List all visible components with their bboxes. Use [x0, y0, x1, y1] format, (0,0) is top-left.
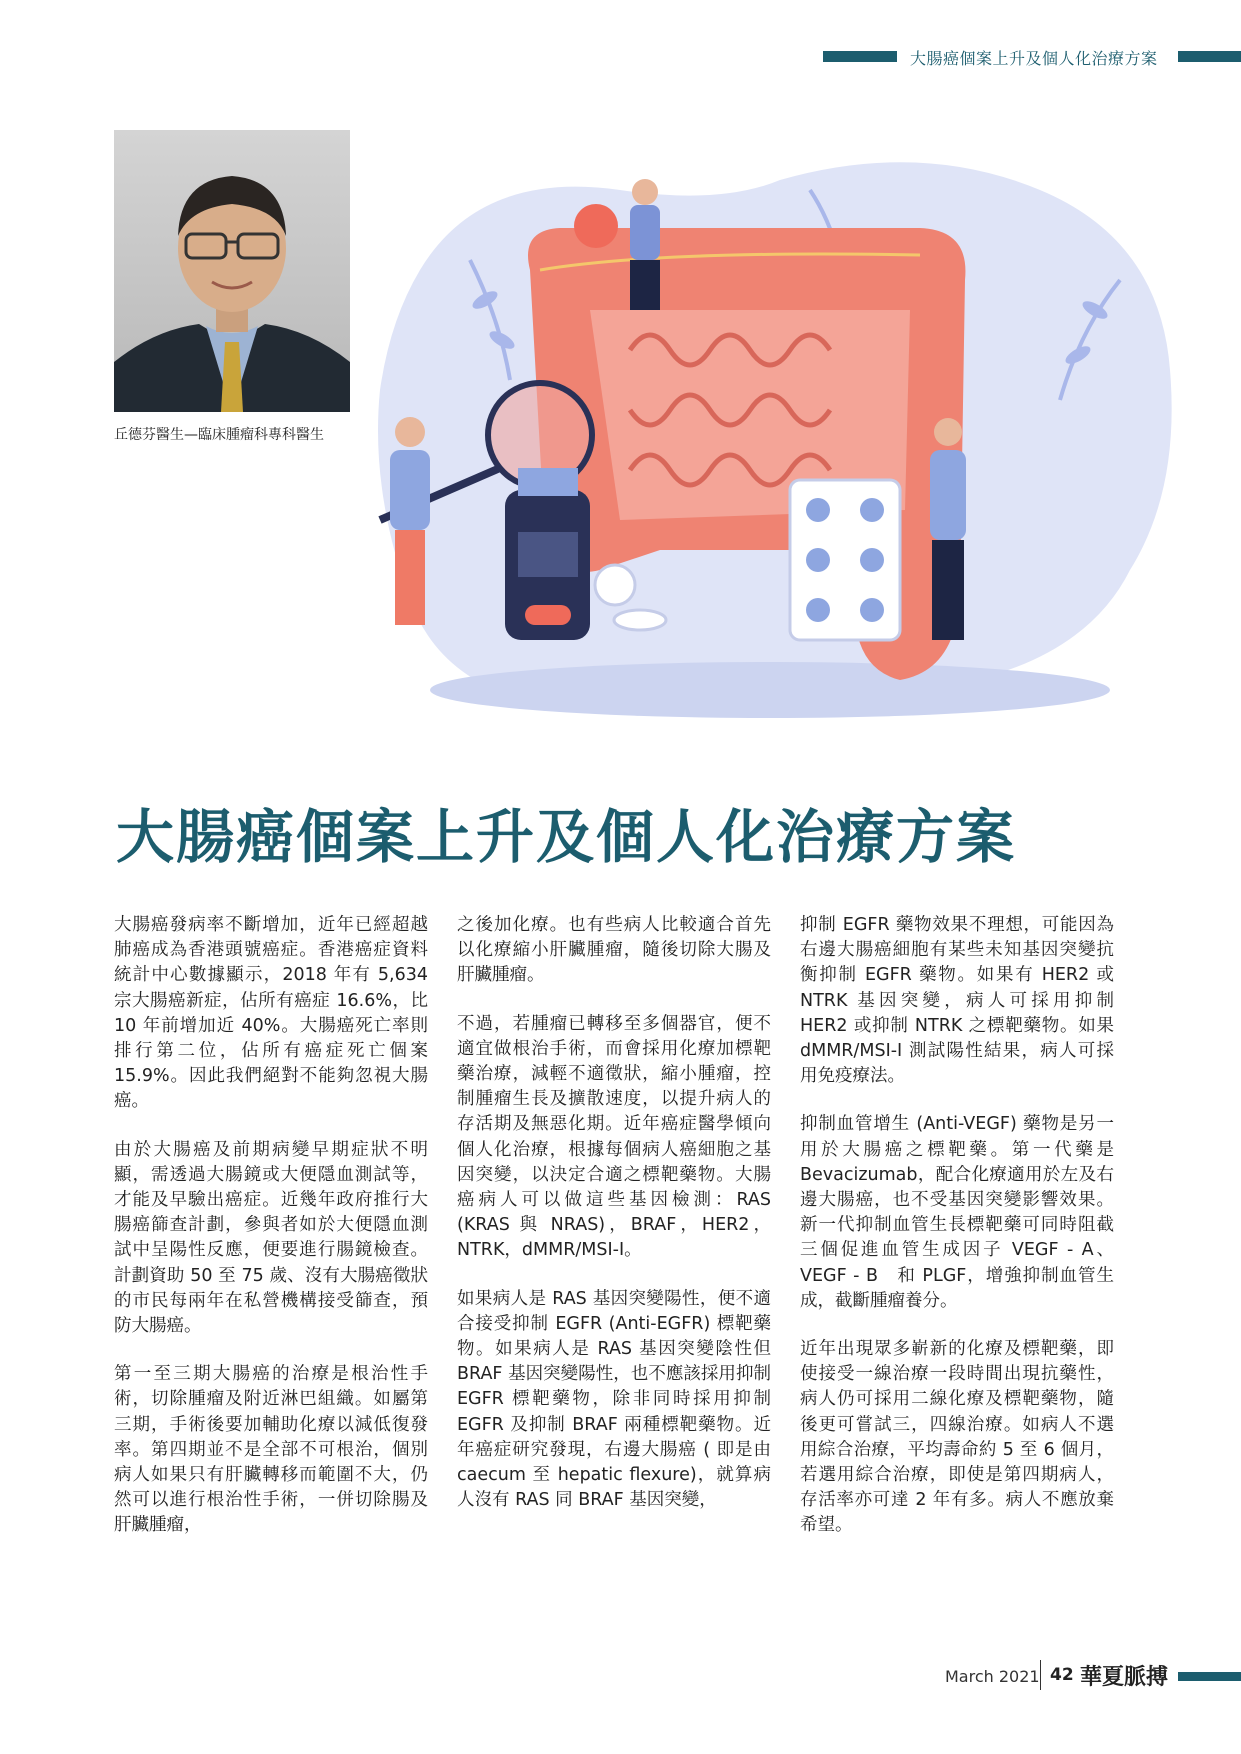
- doctor-portrait: [114, 130, 350, 412]
- paragraph: 由於大腸癌及前期病變早期症狀不明顯，需透過大腸鏡或大便隱血測試等，才能及早驗出癌症。近幾年政府推行大腸癌篩查計劃，參與者如於大便隱血測試中呈陽性反應，便要進行腸鏡檢查。計劃資助 50 至 75 歲、沒有大腸癌徵狀的市民每兩年在私營機構接受篩查，預防大腸癌。: [114, 1139, 428, 1337]
- issue-date: March 2021: [945, 1667, 1040, 1686]
- running-title: 大腸癌個案上升及個人化治療方案: [910, 49, 1158, 68]
- paragraph: 抑制血管增生 (Anti-VEGF) 藥物是另一用於大腸癌之標靶藥。第一代藥是 Bevacizumab，配合化療適用於左及右邊大腸癌，也不受基因突變影響效果。新一代抑制血管生長標靶藥可同時阻截三個促進血管生成因子 VEGF - A、VEGF - B 和 PLGF，增強抑制血管生成，截斷腫瘤養分。: [800, 1114, 1114, 1311]
- footer-divider: [1040, 1660, 1041, 1690]
- header-accent-bar-right: [1178, 51, 1241, 62]
- paragraph: 如果病人是 RAS 基因突變陽性，便不適合接受抑制 EGFR (Anti-EGFR) 標靶藥物。如果病人是 RAS 基因突變陰性但 BRAF 基因突變陽性，也不應該採用抑制 EGFR 標靶藥物，除非同時採用抑制 EGFR 及抑制 BRAF 兩種標靶藥物。近年癌症研究發現，右邊大腸癌 ( 即是由 caecum 至 hepatic flexure)，就算病人沒有 RAS 同 BRAF 基因突變，: [457, 1288, 771, 1511]
- colon-illustration: [360, 150, 1180, 750]
- paragraph: 不過，若腫瘤已轉移至多個器官，便不適宜做根治手術，而會採用化療加標靶藥治療，減輕不適徵狀，縮小腫瘤，控制腫瘤生長及擴散速度，以提升病人的存活期及無惡化期。近年癌症醫學傾向個人化治療，根據每個病人癌細胞之基因突變，以決定合適之標靶藥物。大腸癌病人可以做這些基因檢測：RAS (KRAS 與 NRAS)，BRAF，HER2，NTRK，dMMR/MSI-I。: [457, 1013, 771, 1261]
- paragraph: 第一至三期大腸癌的治療是根治性手術，切除腫瘤及附近淋巴組織。如屬第三期，手術後要加輔助化療以減低復發率。第四期並不是全部不可根治，個別病人如果只有肝臟轉移而範圍不大，仍然可以進行根治性手術，一併切除腸及肝臟腫瘤，: [114, 1364, 428, 1536]
- paragraph: 大腸癌發病率不斷增加，近年已經超越肺癌成為香港頭號癌症。香港癌症資料統計中心數據顯示，2018 年有 5,634 宗大腸癌新症，佔所有癌症 16.6%，比 10 年前增加近 40%。大腸癌死亡率則排行第二位，佔所有癌症死亡個案 15.9%。因此我們絕對不能夠忽視大腸癌。: [114, 915, 428, 1112]
- paragraph: 抑制 EGFR 藥物效果不理想，可能因為右邊大腸癌細胞有某些未知基因突變抗衡抑制 EGFR 藥物。如果有 HER2 或 NTRK 基因突變，病人可採用抑制 HER2 或抑制 NTRK 之標靶藥物。如果 dMMR/MSI-I 測試陽性結果，病人可採用免疫療法。: [800, 915, 1114, 1087]
- paragraph: 之後加化療。也有些病人比較適合首先以化療縮小肝臟腫瘤，隨後切除大腸及肝臟腫瘤。: [457, 915, 771, 986]
- article-column-3: [800, 913, 1114, 1562]
- magazine-logo: 華夏脈搏: [1080, 1664, 1169, 1690]
- paragraph: 近年出現眾多嶄新的化療及標靶藥，即使接受一線治療一段時間出現抗藥性，病人仍可採用二線化療及標靶藥物，隨後更可嘗試三，四線治療。如病人不選用綜合治療，平均壽命約 5 至 6 個月，若選用綜合治療，即使是第四期病人，存活率亦可達 2 年有多。病人不應放棄希望。: [800, 1339, 1114, 1536]
- page-number: 42: [1050, 1665, 1074, 1685]
- photo-caption: 丘德芬醫生—臨床腫瘤科專科醫生: [114, 427, 324, 443]
- article-column-1: [114, 913, 428, 1562]
- article-title: 大腸癌個案上升及個人化治療方案: [116, 803, 1017, 871]
- header-accent-bar-left: [823, 51, 897, 62]
- footer-accent-bar: [1178, 1672, 1241, 1681]
- article-column-2: [457, 913, 771, 1536]
